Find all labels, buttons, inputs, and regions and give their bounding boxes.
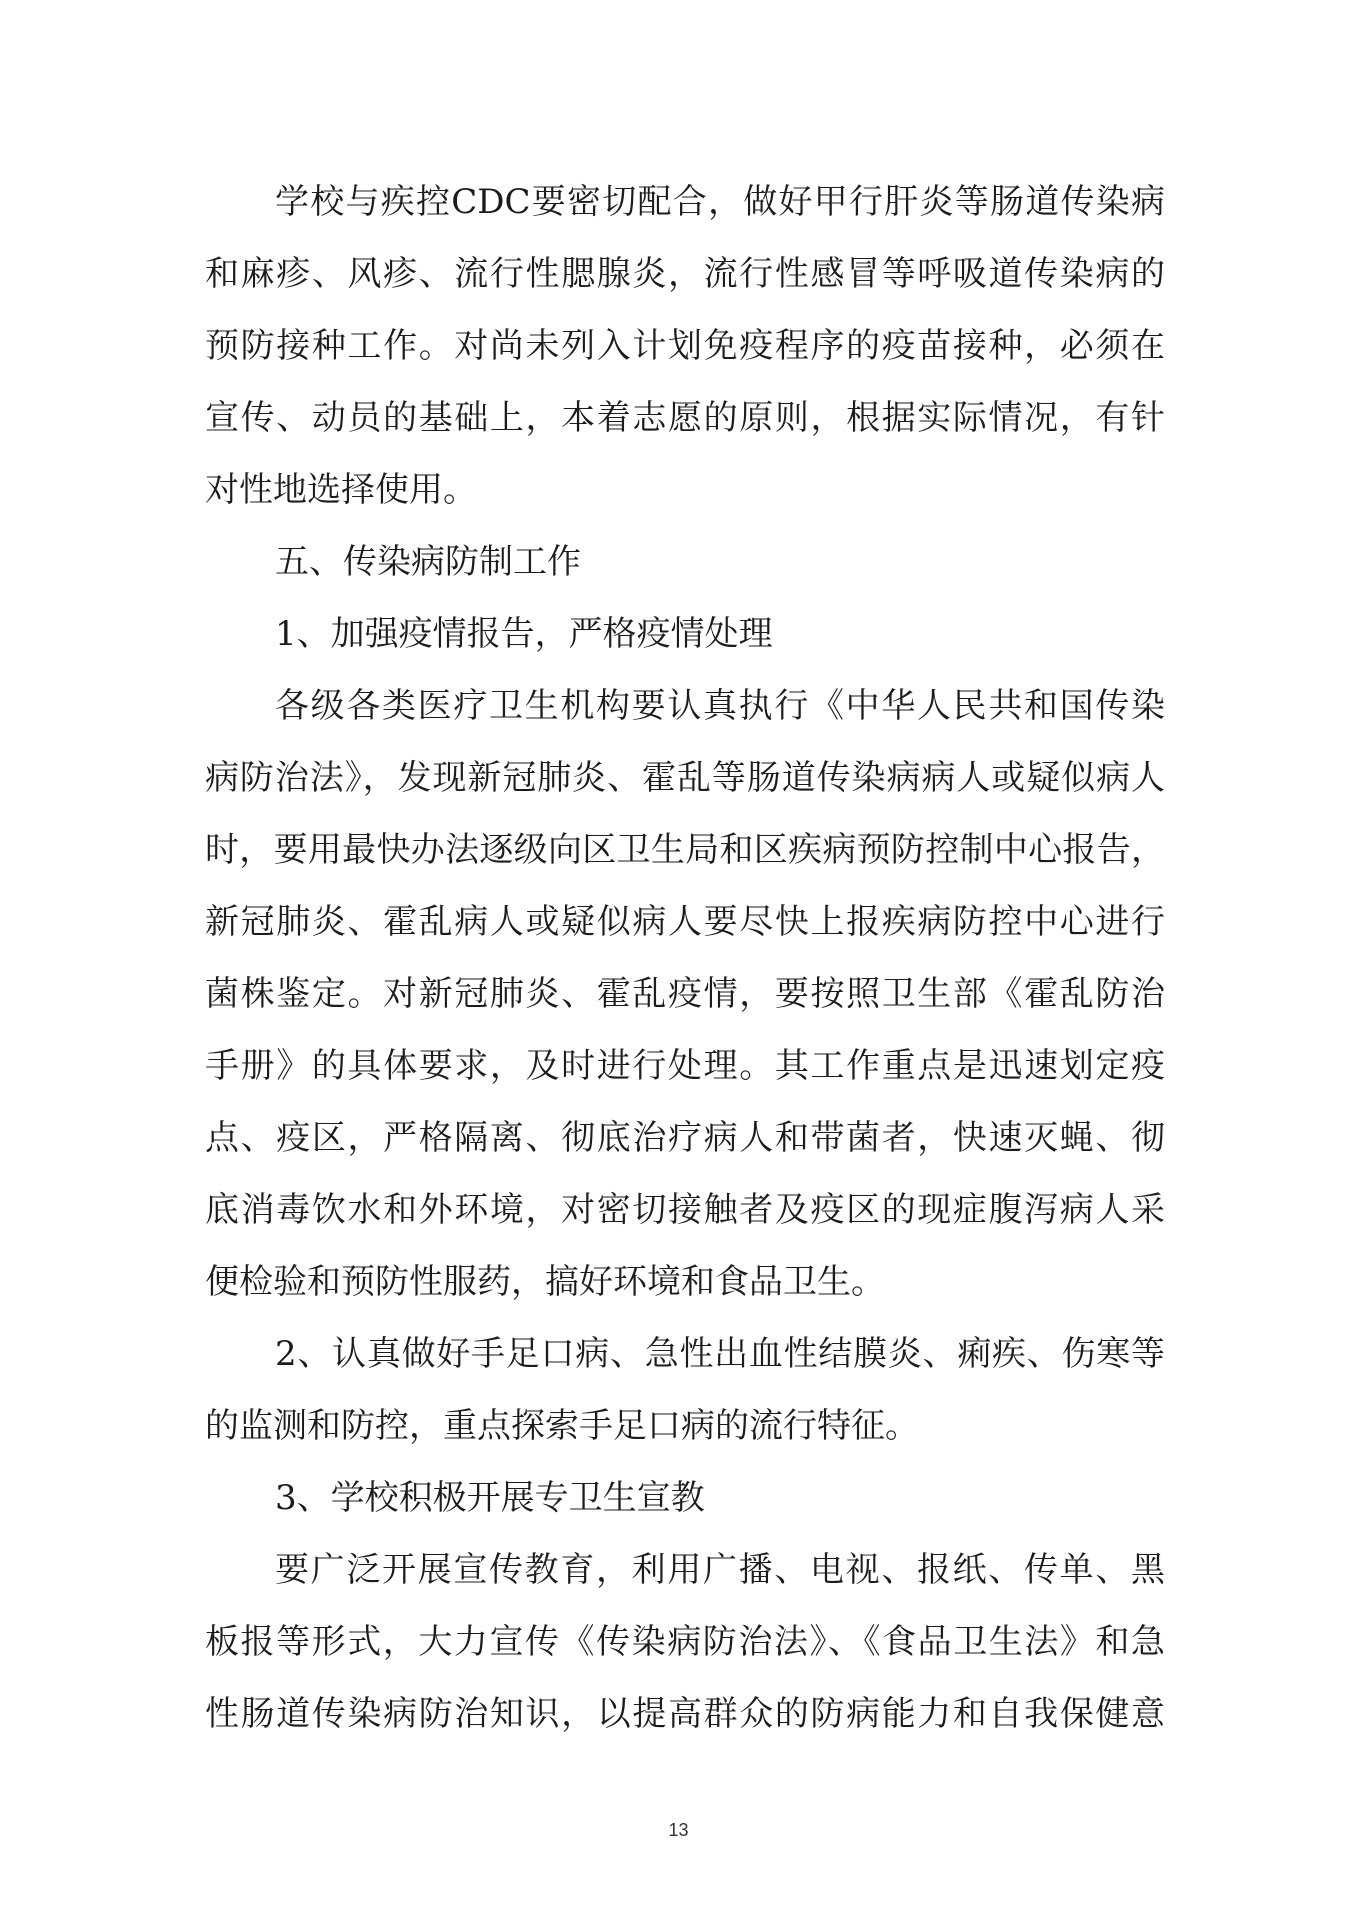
body-text-line: 学校与疾控CDC要密切配合，做好甲行肝炎等肠道传染病 xyxy=(275,182,1165,222)
body-text-line: 的监测和防控，重点探索手足口病的流行特征。 xyxy=(205,1406,919,1446)
subsection-heading: 1、加强疫情报告，严格疫情处理 xyxy=(275,614,773,654)
section-heading: 五、传染病防制工作 xyxy=(275,542,581,582)
body-text-line: 时，要用最快办法逐级向区卫生局和区疾病预防控制中心报告， xyxy=(205,830,1165,870)
body-text-line: 新冠肺炎、霍乱病人或疑似病人要尽快上报疾病防控中心进行 xyxy=(205,902,1165,942)
body-text-line: 对性地选择使用。 xyxy=(205,470,477,510)
body-text-line: 各级各类医疗卫生机构要认真执行《中华人民共和国传染 xyxy=(275,686,1165,726)
body-text-line: 板报等形式，大力宣传《传染病防治法》、《食品卫生法》和急 xyxy=(205,1622,1165,1662)
body-text-line: 和麻疹、风疹、流行性腮腺炎，流行性感冒等呼吸道传染病的 xyxy=(205,254,1165,294)
body-text-line: 预防接种工作。对尚未列入计划免疫程序的疫苗接种，必须在 xyxy=(205,326,1165,366)
body-text-line: 要广泛开展宣传教育，利用广播、电视、报纸、传单、黑 xyxy=(275,1550,1165,1590)
body-text-line: 点、疫区，严格隔离、彻底治疗病人和带菌者，快速灭蝇、彻 xyxy=(205,1118,1165,1158)
body-text-line: 便检验和预防性服药，搞好环境和食品卫生。 xyxy=(205,1262,885,1302)
page-number: 13 xyxy=(668,1820,689,1840)
body-text-line: 手册》的具体要求，及时进行处理。其工作重点是迅速划定疫 xyxy=(205,1046,1165,1086)
body-text-line: 性肠道传染病防治知识，以提高群众的防病能力和自我保健意 xyxy=(205,1694,1165,1734)
body-text-line: 宣传、动员的基础上，本着志愿的原则，根据实际情况，有针 xyxy=(205,398,1165,438)
body-text-line: 菌株鉴定。对新冠肺炎、霍乱疫情，要按照卫生部《霍乱防治 xyxy=(205,974,1165,1014)
body-text-line: 底消毒饮水和外环境，对密切接触者及疫区的现症腹泻病人采 xyxy=(205,1190,1165,1230)
subsection-heading: 3、学校积极开展专卫生宣教 xyxy=(275,1478,705,1518)
body-text-line: 病防治法》，发现新冠肺炎、霍乱等肠道传染病病人或疑似病人 xyxy=(205,758,1165,798)
subsection-heading: 2、认真做好手足口病、急性出血性结膜炎、痢疾、伤寒等 xyxy=(275,1334,1165,1374)
